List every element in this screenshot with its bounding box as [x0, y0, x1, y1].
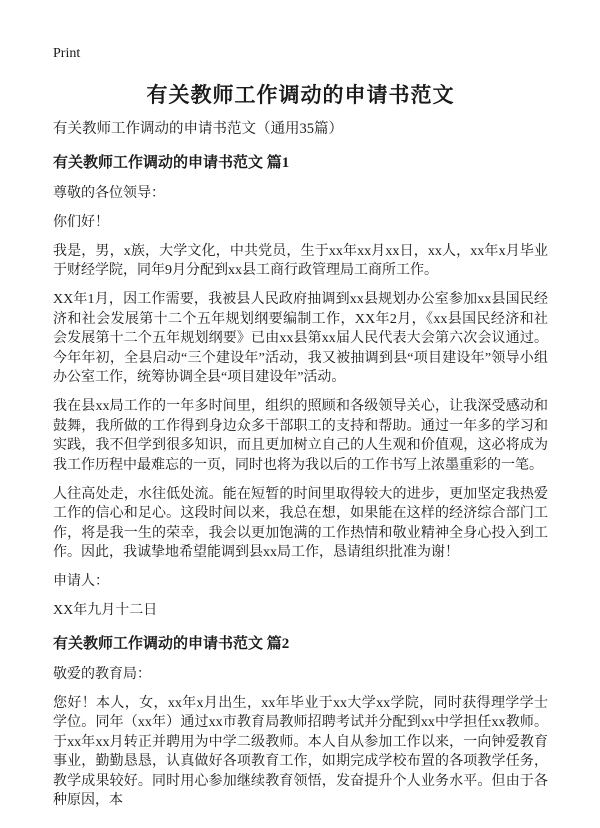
section-heading: 有关教师工作调动的申请书范文 篇1 [53, 154, 290, 171]
paragraph: 尊敬的各位领导： [53, 185, 165, 201]
paragraph: XX年1月，因工作需要，我被县人民政府抽调到xx县规划办公室参加xx县国民经济和社会发展第十二个五年规划纲要编制工作，XX年2月，《xx县国民经济和社会发展第十二个五年规划纲要》已由xx县第xx届人民代表大会第六次会议通过。今年年初，全县启动“三个建设年”活动，我又被抽调到县“项目建设年”领导小组办公室工作，统筹协调全县“项目建设年”活动。 [53, 292, 548, 385]
paragraph: 申请人： [53, 574, 109, 589]
paragraph: 我在县xx局工作的一年多时间里，组织的照顾和各级领导关心，让我深受感动和鼓舞，我所做的工作得到身边众多干部职工的支持和帮助。通过一年多的学习和实践，我不但学到很多知识，而且更加树立自己的人生观和价值观，这必将成为我工作历程中最难忘的一页，同时也将为我以后的工作书写上浓墨重彩的一笔。 [53, 399, 548, 473]
paragraph: 您好！本人，女，xx年x月出生，xx年毕业于xx大学xx学院，同时获得理学学士学位。同年（xx年）通过xx市教育局教师招聘考试并分配到xx中学担任xx教师。于xx年xx月转正并聘用为中学二级教师。本人自从参加工作以来，一向钟爱教育事业，勤勤恳恳，认真做好各项教育工作，如期完成学校布置的各项教学任务，教学成果较好。同时用心参加继续教育领悟，发奋提升个人业务水平。但由于各种原因，本 [53, 695, 548, 808]
paragraph: 你们好！ [53, 214, 109, 230]
section-heading: 有关教师工作调动的申请书范文 篇2 [53, 635, 290, 652]
subtitle: 有关教师工作调动的申请书范文（通用35篇） [53, 121, 343, 137]
paragraph: 人往高处走，水往低处流。能在短暂的时间里取得较大的进步，更加坚定我热爱工作的信心和足心。这段时间以来，我总在想，如果能在这样的经济综合部门工作，将是我一生的荣幸，我会以更加饱满的工作热情和敬业精神全身心投入到工作。因此，我诚挚地希望能调到县xx局工作，恳请组织批准为谢！ [53, 486, 548, 560]
print-button[interactable]: Print [53, 46, 81, 61]
sections-container [53, 153, 548, 811]
paragraph: XX年九月十二日 [53, 603, 158, 618]
paragraph: 我是，男，x族，大学文化，中共党员，生于xx年xx月xx日，xx人，xx年x月毕业于财经学院，同年9月分配到xx县工商行政管理局工商所工作。 [53, 243, 548, 278]
page-title: 有关教师工作调动的申请书范文 [146, 83, 455, 107]
paragraph: 敬爱的教育局： [53, 666, 151, 682]
